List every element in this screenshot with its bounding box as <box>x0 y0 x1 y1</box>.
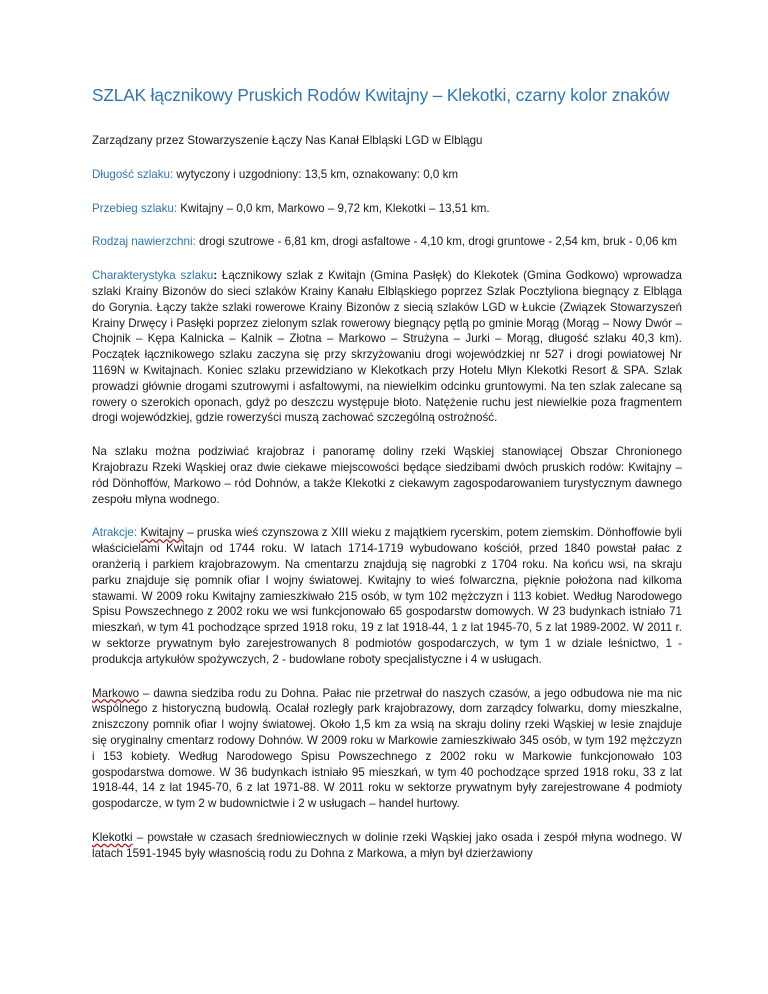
klekotki-text: – powstałe w czasach średniowiecznych w dolinie rzeki Wąskiej jako osada i zespół młyna wodnego. W latach 1591-1945 były własnością rodu zu Dohna z Markowa, a młyn był dzierżawiony <box>92 830 682 860</box>
attractions-kwitajny-paragraph <box>92 525 682 667</box>
landscape-paragraph: Na szlaku można podziwiać krajobraz i panoramę doliny rzeki Wąskiej stanowiącej Obszar Chronionego Krajobrazu Rzeki Wąskiej oraz dwie ciekawe miejscowości będące siedzibami dwóch pruskich rodów: Kwitajny – ród Dönhoffów, Markowo – ród Dohnów, a także Klekotki z ciekawym zagospodarowaniem turystycznym dawnego zespołu młyna wodnego. <box>92 445 682 506</box>
characteristics-colon: : <box>213 269 218 283</box>
route-text: Kwitajny – 0,0 km, Markowo – 9,72 km, Klekotki – 13,51 km. <box>177 201 490 215</box>
page-title: SZLAK łącznikowy Pruskich Rodów Kwitajny – Klekotki, czarny kolor znaków <box>92 85 670 105</box>
klekotki-name: Klekotki <box>92 830 133 844</box>
klekotki-paragraph <box>92 830 682 862</box>
kwitajny-name: Kwitajny <box>140 526 184 540</box>
surface-text: drogi szutrowe - 6,81 km, drogi asfaltowe - 4,10 km, drogi gruntowe - 2,54 km, bruk - 0,06 km <box>195 235 678 249</box>
length-text: wytyczony i uzgodniony: 13,5 km, oznakowany: 0,0 km <box>173 167 459 181</box>
surface-label: Rodzaj nawierzchni: <box>92 235 196 249</box>
length-paragraph <box>92 167 682 183</box>
surface-paragraph <box>92 234 682 250</box>
kwitajny-text: – pruska wieś czynszowa z XIII wieku z majątkiem rycerskim, potem ziemskim. Dönhoffowie byli właścicielami Kwitajn od 1744 roku. W latach 1714-1719 wybudowano kościół, przed 1840 powstał pałac z oranżerią i parkiem krajobrazowym. Na cmentarzu znajdują się nagrobki z 1704 roku. Na końcu wsi, na skraju parku znajduje się pomnik ofiar I wojny światowej. Kwitajny to wieś folwarczna, pięknie położona nad kilkoma stawami. W 2009 roku Kwitajny zamieszkiwało 215 osób, w tym 102 mężczyzn i 113 kobiet. Według Narodowego Spisu Powszechnego z 2002 roku we wsi funkcjonowało 65 gospodarstw domowych. W 23 budynkach istniało 71 mieszkań, w tym 41 pochodzące sprzed 1918 roku, 19 z lat 1918-44, 1 z lat 1945-70, 5 z lat 1989-2002. W 2011 r. w sektorze prywatnym było zarejestrowanych 8 podmiotów gospodarczych, w tym 1 w dziale leśnictwo, 1 - produkcja artykułów spożywczych, 2 - budowlane roboty specjalistyczne i 4 w usługach. <box>92 526 682 666</box>
markowo-text: – dawna siedziba rodu zu Dohna. Pałac nie przetrwał do naszych czasów, a jego odbudowa nie ma nic wspólnego z historyczną budowlą. Ocalał rozległy park krajobrazowy, dom zarządcy folwarku, domy mieszkalne, zniszczony pomnik ofiar I wojny światowej. Około 1,5 km za wsią na skraju doliny rzeki Wąskiej w lesie znajduje się oryginalny cmentarz rodowy Dohnów. W 2009 roku w Markowie zamieszkiwało 345 osób, w tym 192 mężczyzn i 153 kobiety. Według Narodowego Spisu Powszechnego z 2002 roku w Markowie funkcjonowało 103 gospodarstwa domowe. W 36 budynkach istniało 95 mieszkań, w tym 40 pochodzące sprzed 1918 roku, 33 z lat 1918-44, 14 z lat 1945-70, 6 z lat 1971-88. W 2011 roku w sektorze prywatnym były zarejestrowane 4 podmioty gospodarcze, w tym 2 w budownictwie i 2 w usługach – handel hurtowy. <box>92 686 682 811</box>
characteristics-paragraph <box>92 268 682 426</box>
characteristics-text: Łącznikowy szlak z Kwitajn (Gmina Pasłęk) do Klekotek (Gmina Godkowo) wprowadza szlaki Krainy Bizonów do sieci szlaków Krainy Kanału Elbląskiego poprzez Szlak Pocztyliona biegnący z Elbląga do Gorynia. Łączy także szlaki rowerowe Krainy Bizonów z siecią szlaków LGD w Łukcie (Związek Stowarzyszeń Krainy Drwęcy i Pasłęki poprzez zielonym szlak rowerowy biegnący pętlą po gminie Morąg (Morąg – Nowy Dwór – Chojnik – Kępa Kalnicka – Kalnik – Złotna – Markowo – Strużyna – Jurki – Morąg, długość szlaku 40,3 km). Początek łącznikowego szlaku zaczyna się przy skrzyżowaniu drogi wojewódzkiej nr 527 i drogi powiatowej Nr 1169N w Kwitajnach. Koniec szlaku przewidziano w Klekotkach przy Hotelu Młyn Klekotki Resort & SPA. Szlak prowadzi głównie drogami szutrowymi i asfaltowymi, na niewielkim odcinku gruntowymi. Na ten szlak zalecane są rowery o szerokich oponach, gdyż po deszczu występuje błoto. Natężenie ruchu jest niewielkie poza fragmentem drogi wojewódzkiej, gdzie rowerzyści muszą zachować szczególną ostrożność. <box>92 269 682 425</box>
length-label: Długość szlaku: <box>92 167 174 181</box>
attractions-label: Atrakcje: <box>92 526 138 540</box>
characteristics-label: Charakterystyka szlaku <box>92 269 214 283</box>
route-label: Przebieg szlaku: <box>92 201 178 215</box>
markowo-paragraph <box>92 686 682 812</box>
route-paragraph <box>92 201 682 217</box>
markowo-name: Markowo <box>92 686 140 700</box>
managed-by-paragraph: Zarządzany przez Stowarzyszenie Łączy Nas Kanał Elbląski LGD w Elblągu <box>92 134 483 147</box>
